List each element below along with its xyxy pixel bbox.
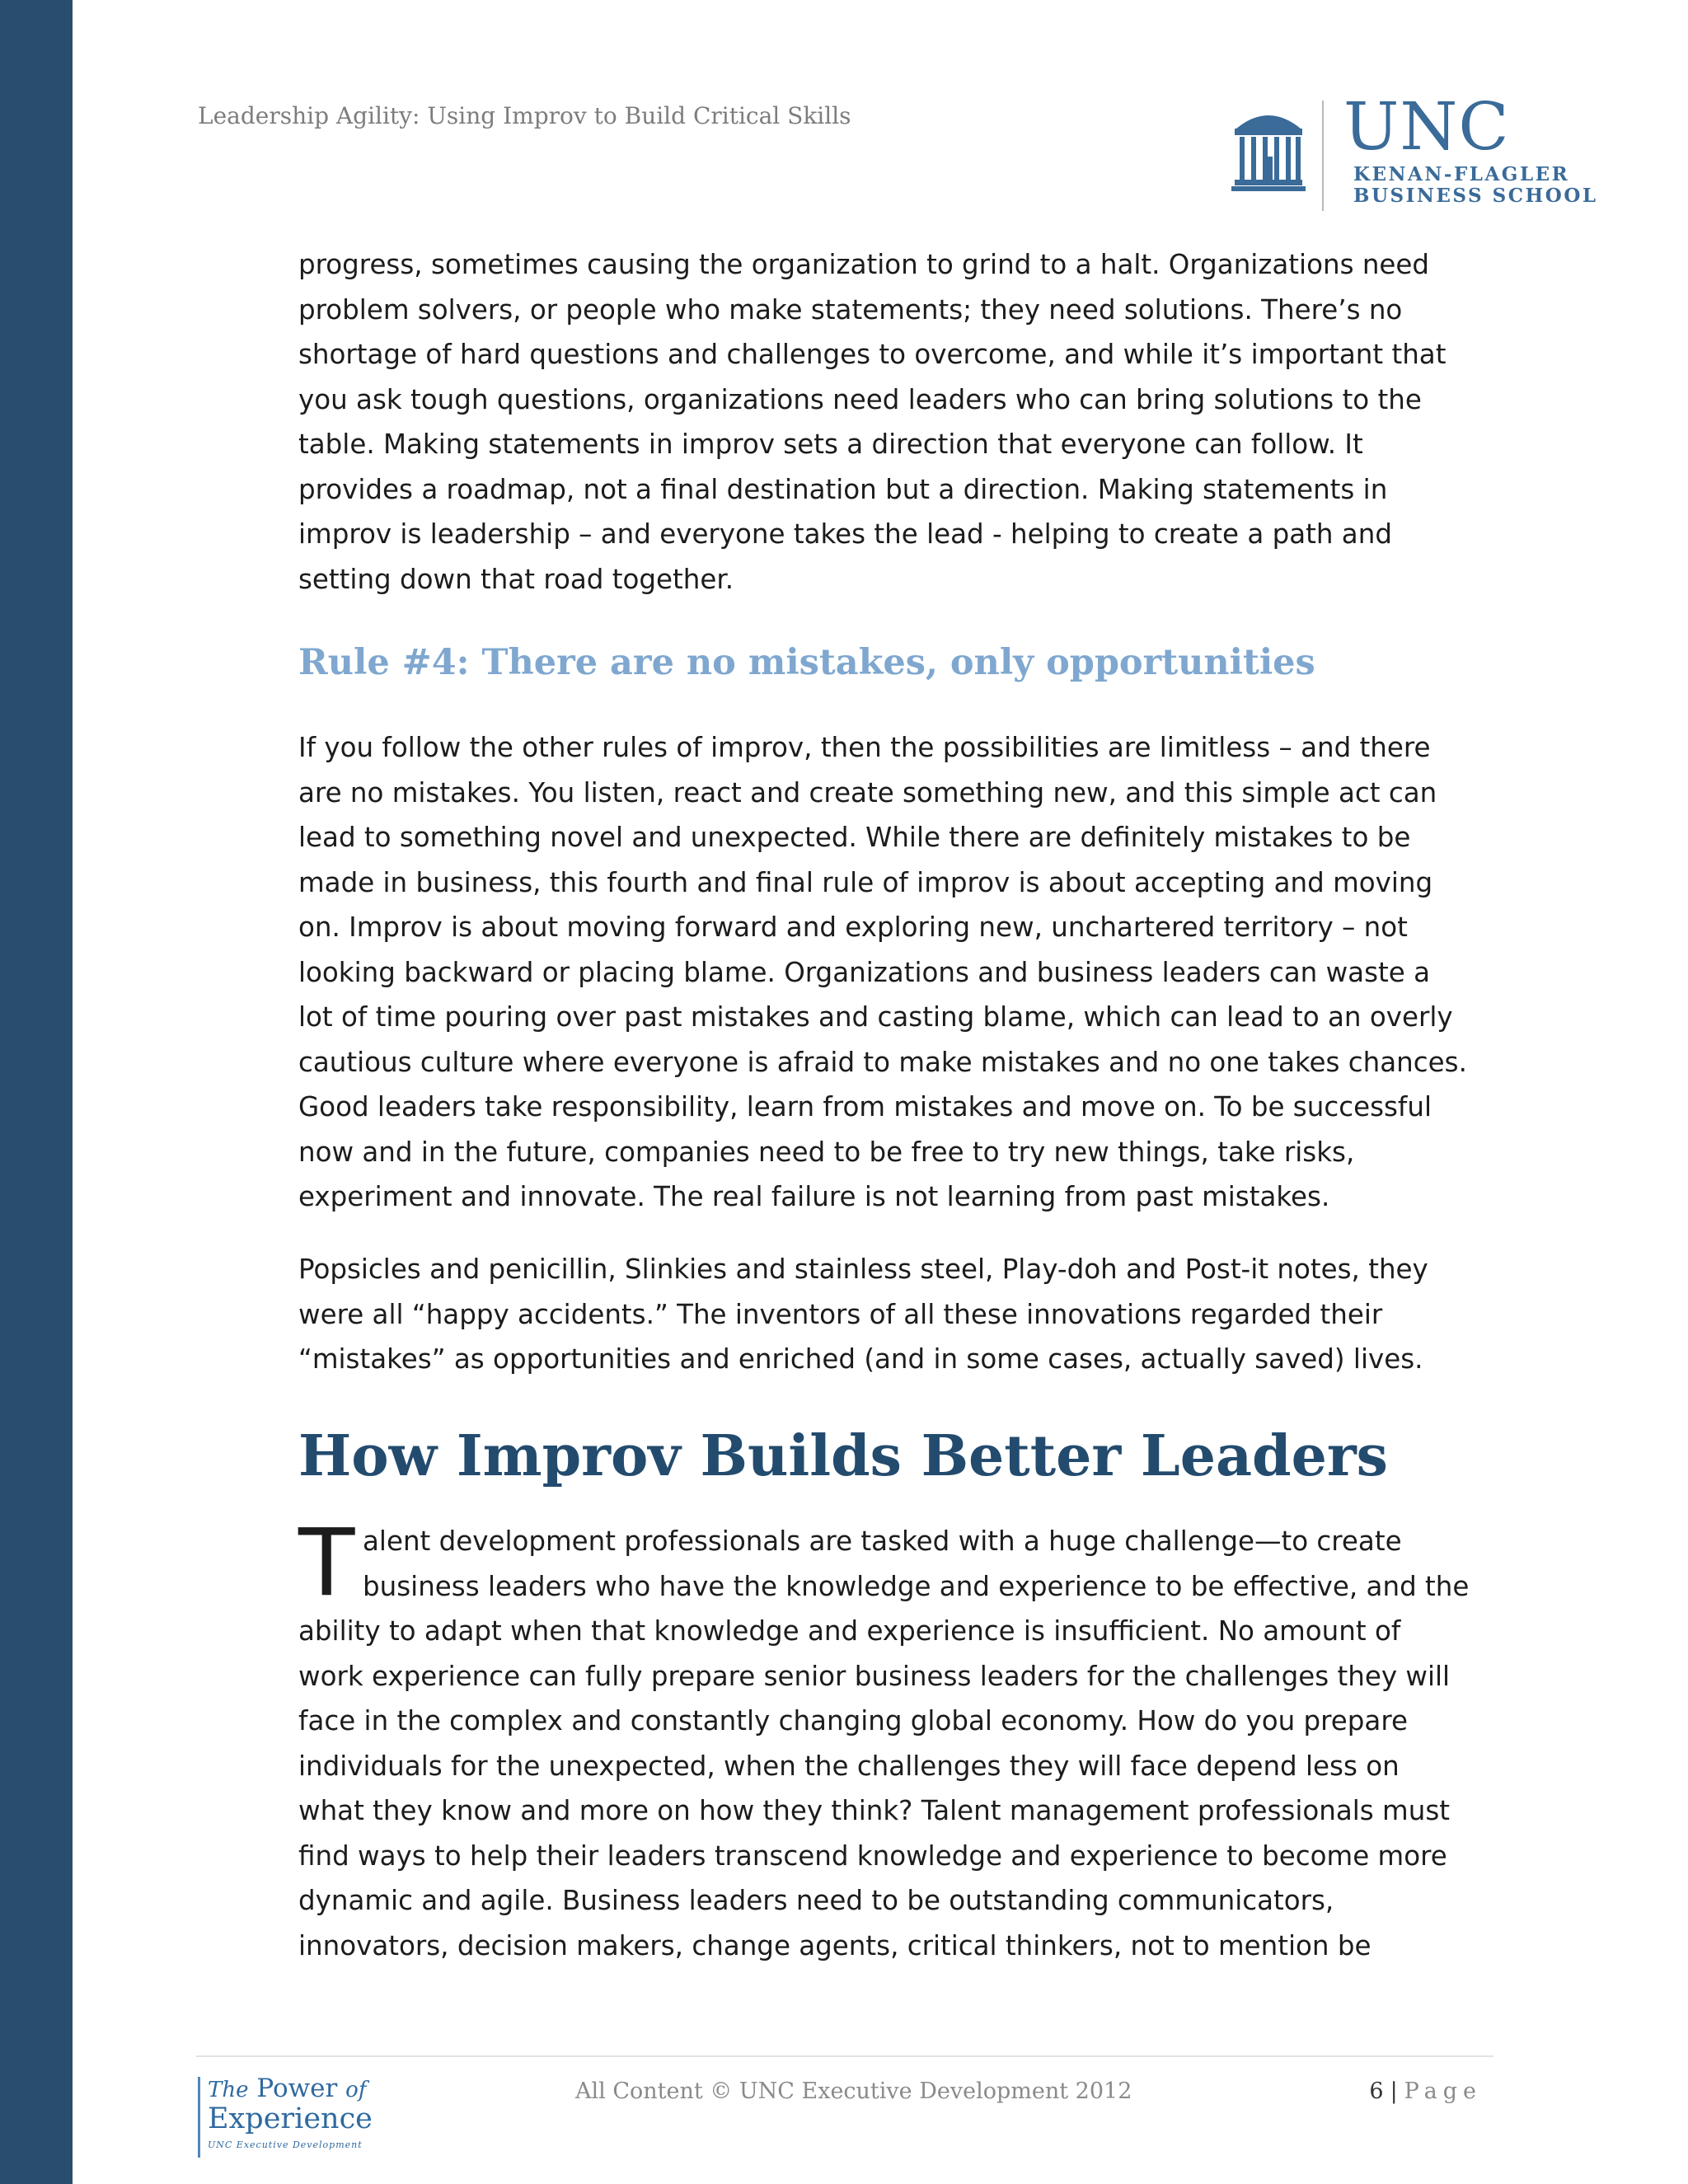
text-line: dynamic and agile. Business leaders need to be outstanding communicators, [298,1885,1334,1916]
text-line: If you follow the other rules of improv, then the possibilities are limitless – and there [298,732,1431,763]
text-line: were all “happy accidents.” The inventors of all these innovations regarded their [298,1298,1383,1330]
text-line: work experience can fully prepare senior business leaders for the challenges they will [298,1660,1451,1692]
rule-4-heading: Rule #4: There are no mistakes, only opportunities [298,642,1315,683]
text-line: cautious culture where everyone is afraid to make mistakes and no one takes chances. [298,1046,1467,1078]
text-line: alent development professionals are tasked with a huge challenge—to create [363,1526,1402,1557]
text-line: now and in the future, companies need to be free to try new things, take risks, [298,1136,1355,1168]
sidebar-bar [0,0,73,2184]
running-header: Leadership Agility: Using Improv to Build Critical Skills [198,102,851,129]
text-line: experiment and innovate. The real failure is not learning from past mistakes. [298,1181,1330,1212]
text-line: shortage of hard questions and challenges to overcome, and while it’s important that [298,339,1447,370]
text-line: “mistakes” as opportunities and enriched (and in some cases, actually saved) lives. [298,1343,1423,1375]
text-line: innovators, decision makers, change agents, critical thinkers, not to mention be [298,1929,1372,1961]
footer-divider [196,2055,1493,2057]
old-well-icon [1231,104,1306,194]
drop-cap: T [298,1510,355,1617]
page-number [1369,2075,1482,2108]
text-line: what they know and more on how they think? Talent management professionals must [298,1795,1450,1826]
text-line: Good leaders take responsibility, learn from mistakes and move on. To be successful [298,1091,1432,1122]
section-heading: How Improv Builds Better Leaders [298,1423,1388,1489]
text-line: lot of time pouring over past mistakes and casting blame, which can lead to an overly [298,1001,1453,1033]
footer-logo-of: of [345,2078,367,2102]
text-line: you ask tough questions, organizations need leaders who can bring solutions to the [298,383,1422,415]
page-number-value: 6 [1369,2079,1384,2104]
text-line: looking backward or placing blame. Organizations and business leaders can waste a [298,956,1430,988]
footer-logo-bar [198,2077,200,2158]
paragraph-talent-development [298,1510,1470,1968]
footer-logo-experience: Experience [208,2102,373,2135]
logo-business-school: BUSINESS SCHOOL [1353,185,1598,207]
logo-kenan-flagler: KENAN-FLAGLER [1353,163,1570,185]
text-line: problem solvers, or people who make statements; they need solutions. There’s no [298,293,1403,326]
text-line: table. Making statements in improv sets a direction that everyone can follow. It [298,429,1363,460]
text-line: are no mistakes. You listen, react and create something new, and this simple act can [298,776,1437,808]
page-number-separator: | [1390,2079,1398,2104]
text-line: progress, sometimes causing the organization to grind to a halt. Organizations need [298,249,1430,280]
text-line: improv is leadership – and everyone takes the lead - helping to create a path and [298,518,1392,550]
power-of-experience-logo [198,2074,387,2172]
text-line: face in the complex and constantly changing global economy. How do you prepare [298,1705,1408,1736]
logo-unc-wordmark: UNC [1343,88,1510,165]
footer-logo-the: The [208,2078,249,2102]
copyright-notice: All Content © UNC Executive Development 2012 [575,2079,1132,2104]
text-line: lead to something novel and unexpected. While there are definitely mistakes to be [298,822,1411,853]
paragraph-no-mistakes [298,725,1467,1220]
unc-kenan-flagler-logo [1231,88,1602,213]
footer-logo-subtitle: UNC Executive Development [208,2139,363,2150]
text-line: made in business, this fourth and final rule of improv is about accepting and moving [298,866,1433,898]
paragraph-happy-accidents [298,1247,1428,1382]
text-line: on. Improv is about moving forward and exploring new, unchartered territory – not [298,912,1408,943]
text-line: Popsicles and penicillin, Slinkies and stainless steel, Play-doh and Post-it notes, they [298,1254,1428,1285]
text-line: provides a roadmap, not a final destination but a direction. Making statements in [298,473,1388,505]
text-line: ability to adapt when that knowledge and experience is insufficient. No amount of [298,1615,1401,1647]
page-label: Page [1404,2079,1482,2104]
logo-divider [1322,101,1324,211]
footer-logo-line1 [208,2074,366,2105]
text-line: business leaders who have the knowledge and experience to be effective, and the [363,1570,1470,1602]
text-line: find ways to help their leaders transcend knowledge and experience to become more [298,1840,1447,1872]
paragraph-statements [298,242,1446,602]
footer-logo-power: Power [256,2074,338,2103]
text-line: individuals for the unexpected, when the challenges they will face depend less on [298,1750,1400,1782]
text-line: setting down that road together. [298,563,734,595]
